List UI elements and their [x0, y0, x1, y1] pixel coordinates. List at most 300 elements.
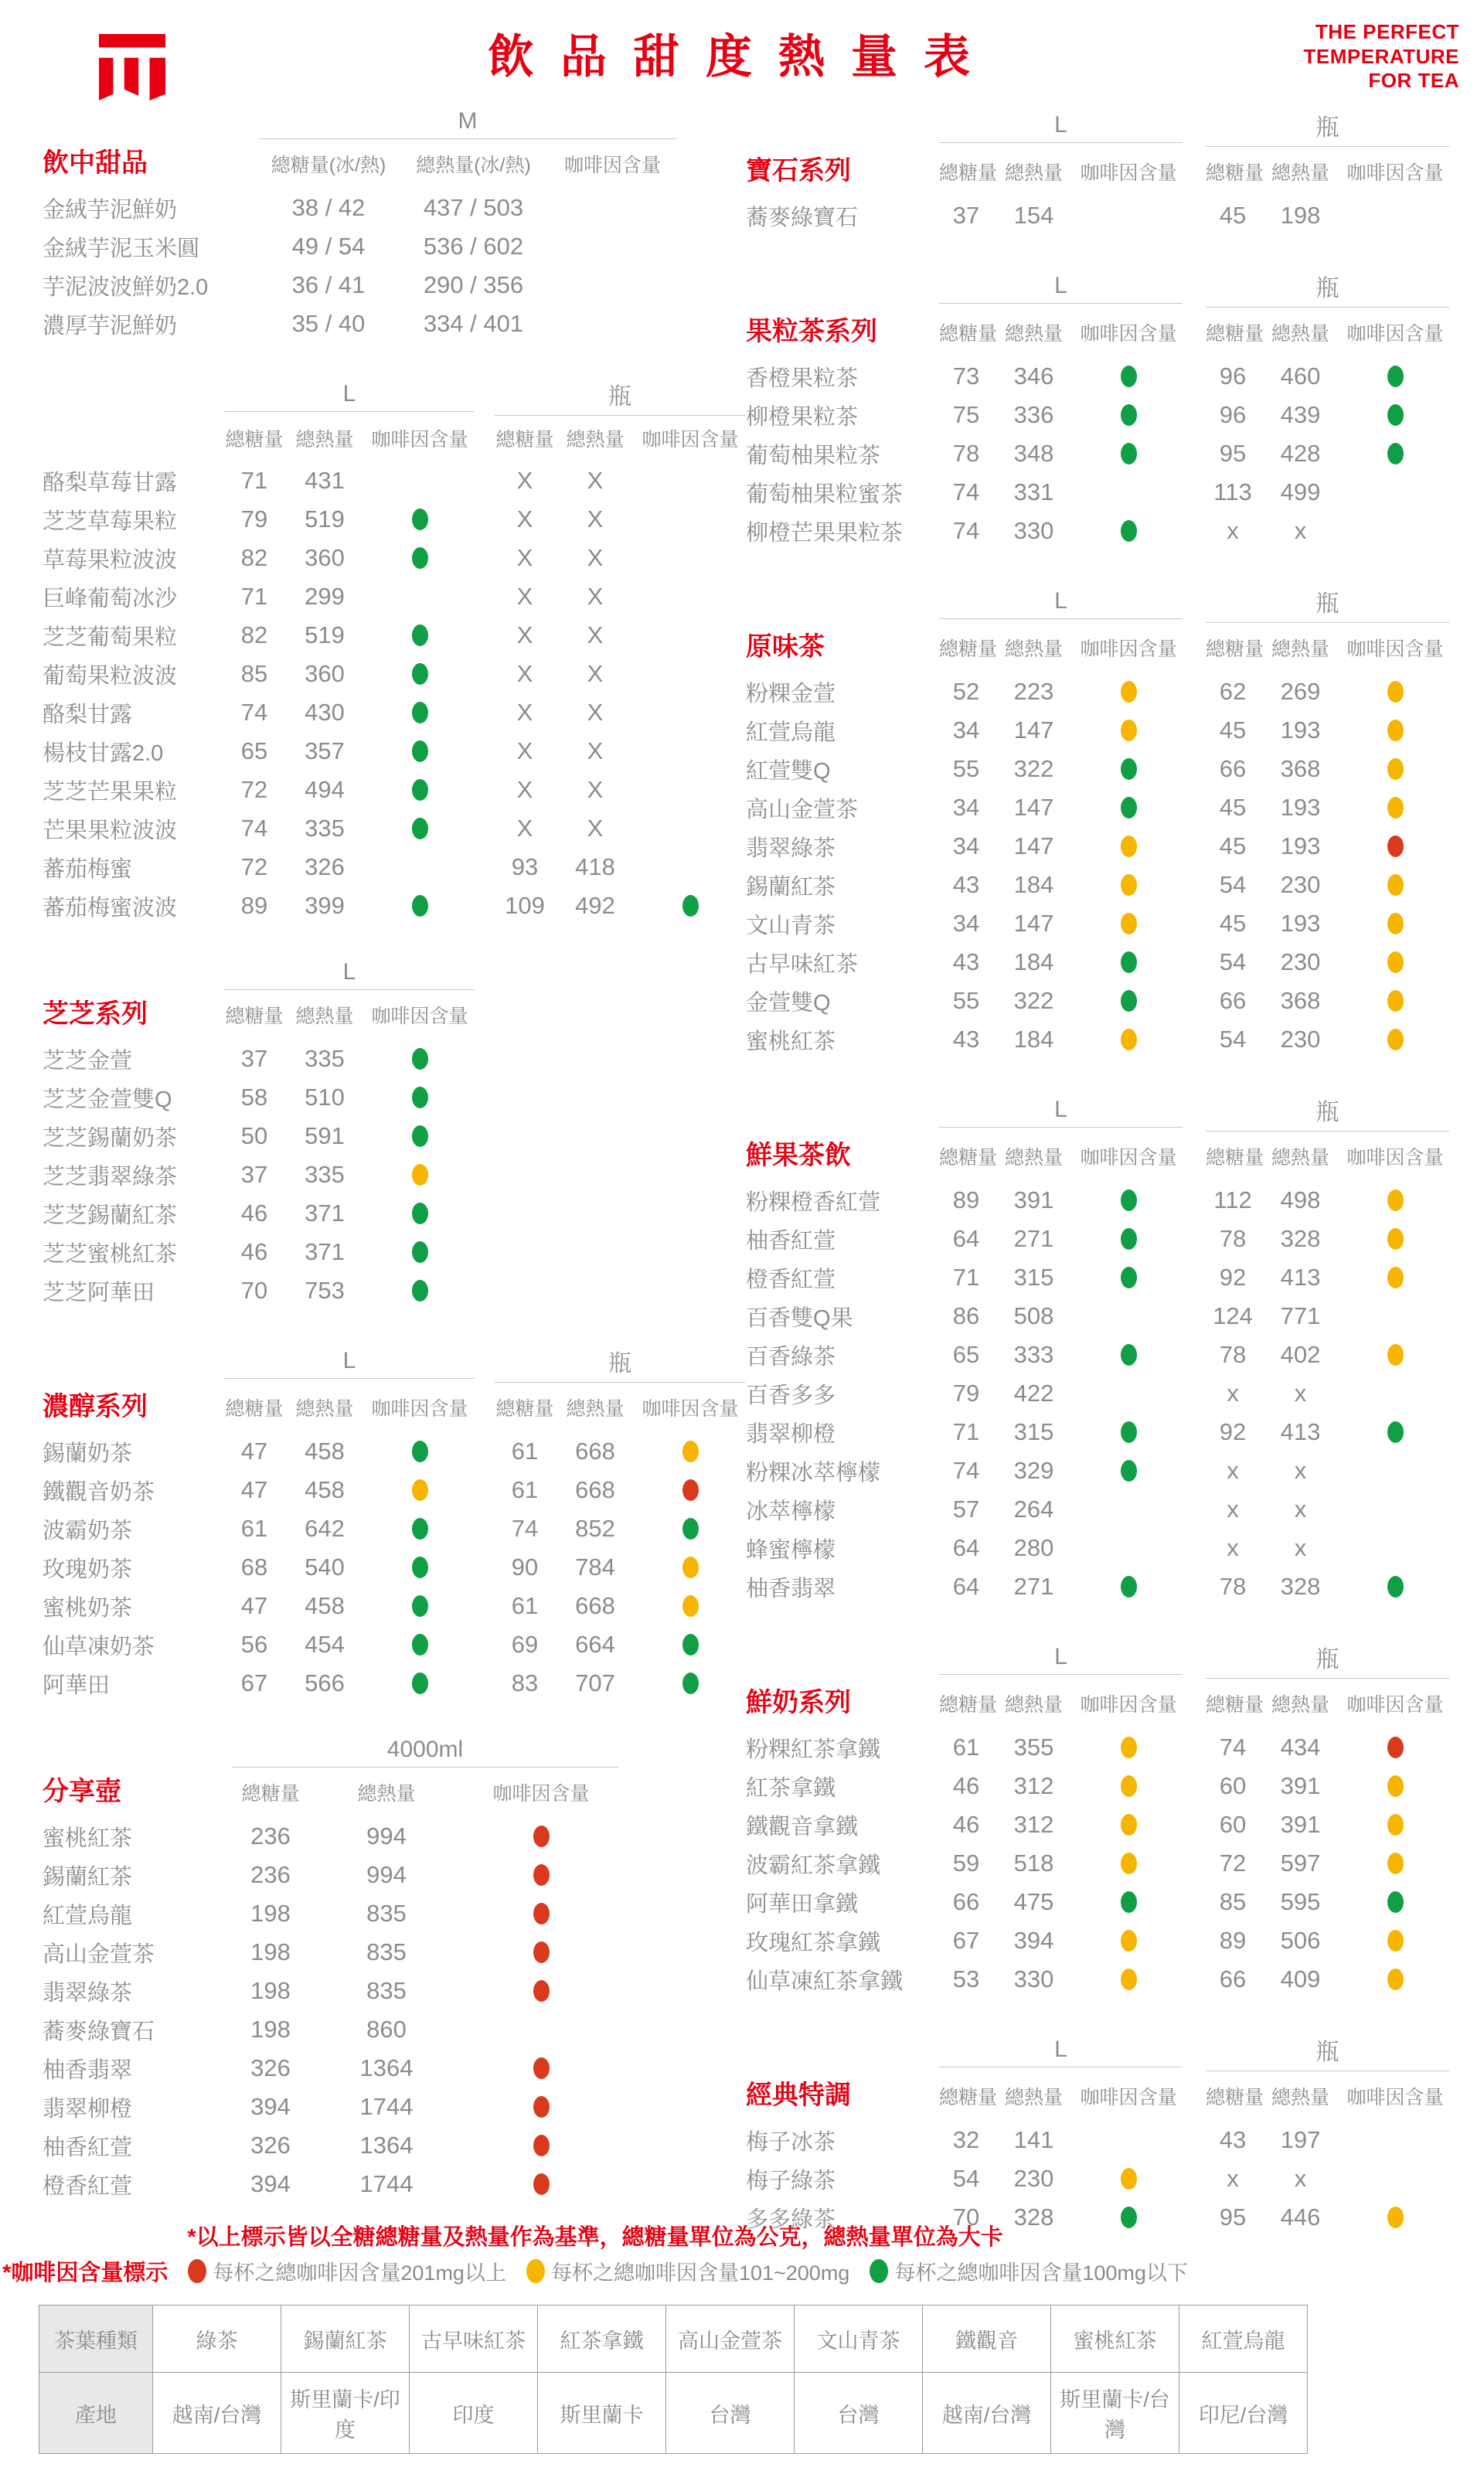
value-cell: 329 [1013, 1457, 1054, 1484]
value-cell: 835 [366, 1938, 407, 1965]
caffeine-cell [1341, 1267, 1449, 1288]
caffeine-cell [464, 1826, 618, 1847]
item-name: 翡翠綠茶 [43, 1980, 133, 2006]
menu-item-row [43, 616, 742, 655]
value-cell: 50 [240, 1122, 268, 1149]
caffeine-cell [365, 1241, 475, 1263]
value-cell: 61 [952, 1734, 980, 1761]
caffeine-cell [635, 1518, 745, 1540]
value-cell: X [516, 544, 533, 571]
value-cell: 71 [240, 583, 268, 610]
value-cell: 45 [1219, 832, 1247, 859]
value-cell: 360 [305, 660, 345, 687]
column-header-row [746, 1134, 1453, 1172]
table-cell: 紅萱烏龍 [1179, 2306, 1308, 2373]
value-cell: 79 [240, 505, 268, 533]
caffeine-dot-green [1121, 990, 1137, 1012]
caffeine-dot-green [682, 895, 699, 917]
caffeine-dot-green [412, 547, 428, 569]
value-cell: 264 [1013, 1496, 1054, 1523]
value-cell: 236 [250, 1861, 291, 1888]
value-cell: 147 [1013, 910, 1054, 937]
column-header-row [746, 1681, 1453, 1719]
value-cell: 510 [305, 1084, 345, 1111]
menu-item-row [43, 2088, 742, 2126]
item-name: 金絨芋泥玉米圓 [43, 236, 200, 261]
column-header: 總熱量 [1271, 1693, 1329, 1716]
column-header: 總熱量 [1271, 2086, 1329, 2108]
legend-item [188, 2256, 506, 2286]
column-header: 總糖量 [225, 1397, 284, 1420]
menu-item-row [43, 2049, 742, 2088]
caffeine-cell [1341, 1969, 1449, 1990]
column-header: 總糖量 [939, 638, 998, 660]
caffeine-cell [1074, 1853, 1183, 1874]
caffeine-dot-green [870, 2259, 888, 2283]
value-cell: 78 [952, 440, 980, 467]
caffeine-cell [635, 1634, 745, 1656]
menu-item-row [746, 904, 1453, 943]
menu-item-row [43, 1817, 742, 1856]
menu-item-row [43, 1155, 742, 1194]
size-header-row [43, 377, 742, 416]
size-header-row [43, 1737, 742, 1768]
column-header: 總糖量 [241, 1782, 300, 1805]
size-header-row [746, 269, 1453, 308]
item-name: 香橙果粒茶 [746, 366, 859, 391]
caffeine-dot-red [533, 2135, 550, 2156]
caffeine-cell [1074, 758, 1183, 780]
caffeine-dot-green [1121, 1267, 1137, 1288]
caffeine-cell [1341, 404, 1449, 426]
column-header: 咖啡因含量 [371, 429, 468, 451]
value-cell: X [587, 544, 604, 571]
value-cell: 141 [1013, 2126, 1054, 2153]
section-title: 果粒茶系列 [746, 317, 877, 346]
caffeine-cell [365, 547, 475, 569]
value-cell: 147 [1013, 716, 1054, 744]
caffeine-cell [464, 2173, 618, 2195]
size-header-row [43, 1344, 742, 1383]
value-cell: 458 [305, 1438, 345, 1465]
menu-item-row [43, 732, 742, 771]
item-name: 芋泥波波鮮奶2.0 [43, 274, 209, 300]
item-name: 古早味紅茶 [746, 951, 859, 977]
column-header: 總熱量 [1004, 1693, 1063, 1716]
item-name: 翡翠柳橙 [746, 1421, 836, 1447]
value-cell: 335 [305, 815, 345, 842]
menu-item-row [746, 1767, 1453, 1805]
caffeine-cell [1074, 443, 1183, 465]
caffeine-cell [1341, 835, 1449, 857]
item-name: 文山青茶 [746, 913, 836, 938]
caffeine-dot-green [1121, 1421, 1137, 1443]
caffeine-dot-yellow [1387, 1930, 1404, 1952]
caffeine-cell [1341, 681, 1449, 703]
value-cell: 54 [952, 2165, 980, 2192]
column-header: 總糖量 [1206, 162, 1264, 184]
caffeine-cell [365, 1441, 475, 1462]
column-header: 總糖量 [939, 1146, 998, 1169]
caffeine-cell [365, 1518, 475, 1540]
value-cell: 43 [952, 871, 980, 898]
item-name: 巨峰葡萄冰沙 [43, 586, 178, 611]
right-column [746, 108, 1453, 2271]
caffeine-cell [365, 1557, 475, 1578]
caffeine-cell [365, 1087, 475, 1108]
caffeine-dot-yellow [1387, 1267, 1404, 1288]
value-cell: 591 [305, 1122, 345, 1149]
column-header: 咖啡因含量 [1346, 1693, 1444, 1716]
table-cell: 高山金萱茶 [666, 2306, 795, 2373]
caffeine-cell [365, 818, 475, 839]
value-cell: 198 [1280, 202, 1321, 229]
caffeine-cell [1341, 951, 1449, 973]
value-cell: 67 [952, 1927, 980, 1954]
caffeine-cell [464, 1903, 618, 1924]
size-label: 4000ml [232, 1737, 618, 1768]
value-cell: x [1294, 1457, 1307, 1484]
value-cell: 418 [575, 853, 615, 880]
value-cell: 92 [1219, 1418, 1247, 1445]
caffeine-dot-green [412, 1087, 428, 1108]
item-name: 紅茶拿鐵 [746, 1775, 836, 1801]
caffeine-dot-green [682, 1518, 699, 1540]
value-cell: 668 [575, 1476, 615, 1503]
value-cell: 58 [240, 1084, 268, 1111]
size-header-row [746, 2033, 1453, 2071]
item-name: 蕎麥綠寶石 [746, 205, 859, 230]
item-name: 波霸紅茶拿鐵 [746, 1853, 881, 1878]
value-cell: 112 [1213, 1186, 1252, 1213]
menu-item-row [43, 848, 742, 886]
item-name: 蕃茄梅蜜 [43, 856, 133, 882]
value-cell: 399 [305, 892, 345, 919]
menu-item-row [43, 1432, 742, 1471]
column-header: 總糖量 [1206, 1146, 1264, 1169]
item-name: 濃厚芋泥鮮奶 [43, 313, 178, 339]
value-cell: 334 / 401 [423, 310, 524, 337]
section-original-tea [746, 584, 1453, 1059]
table-cell: 台灣 [666, 2373, 795, 2454]
caffeine-cell [1074, 520, 1183, 542]
value-cell: 642 [305, 1515, 345, 1542]
value-cell: 431 [305, 467, 345, 494]
section-title: 芝芝系列 [43, 999, 148, 1029]
value-cell: 57 [952, 1496, 980, 1523]
value-cell: X [516, 467, 533, 494]
value-cell: 230 [1280, 948, 1321, 975]
caffeine-dot-red [533, 1903, 550, 1924]
item-name: 翡翠柳橙 [43, 2096, 133, 2122]
value-cell: x [1227, 1534, 1239, 1561]
caffeine-cell [1074, 1421, 1183, 1443]
size-label: L [939, 1644, 1183, 1675]
section-title: 濃醇系列 [43, 1392, 148, 1421]
column-header: 咖啡因含量 [371, 1397, 468, 1420]
section-gem-series [746, 108, 1453, 235]
item-name: 芝芝翡翠綠茶 [43, 1164, 178, 1189]
caffeine-dot-green [1387, 1421, 1404, 1443]
menu-item-row [746, 2159, 1453, 2198]
caffeine-dot-green [412, 818, 428, 839]
caffeine-dot-green [1121, 1228, 1137, 1250]
value-cell: 428 [1280, 440, 1321, 467]
item-name: 芝芝葡萄果粒 [43, 624, 178, 650]
value-cell: 54 [1219, 871, 1247, 898]
caffeine-dot-green [1387, 1891, 1404, 1913]
caffeine-dot-yellow [1387, 797, 1404, 818]
item-name: 柚香紅萱 [43, 2135, 133, 2160]
value-cell: 193 [1280, 716, 1321, 744]
value-cell: X [587, 467, 604, 494]
value-cell: 68 [240, 1553, 268, 1581]
value-cell: 74 [952, 478, 980, 505]
table-cell: 斯里蘭卡/印度 [281, 2373, 410, 2454]
value-cell: X [587, 699, 604, 726]
value-cell: 315 [1013, 1418, 1054, 1445]
value-cell: 79 [952, 1380, 980, 1407]
value-cell: 394 [250, 2170, 291, 2197]
value-cell: 53 [952, 1965, 980, 1992]
value-cell: 47 [240, 1476, 268, 1503]
legend-text: 每杯之總咖啡因含量100mg以下 [894, 2261, 1188, 2285]
value-cell: 835 [366, 1977, 407, 2004]
item-name: 葡萄柚果粒蜜茶 [746, 482, 904, 507]
caffeine-dot-green [1121, 758, 1137, 780]
value-cell: 64 [952, 1534, 980, 1561]
value-cell: 336 [1013, 401, 1054, 428]
value-cell: 67 [240, 1669, 268, 1696]
caffeine-dot-yellow [1387, 1853, 1404, 1874]
value-cell: 852 [575, 1515, 615, 1542]
item-name: 百香雙Q果 [746, 1305, 853, 1331]
item-name: 鐵觀音拿鐵 [746, 1814, 859, 1839]
value-cell: 78 [1219, 1225, 1247, 1252]
column-header: 咖啡因含量 [1346, 2086, 1444, 2108]
column-header: 總熱量 [1004, 638, 1063, 660]
caffeine-cell [464, 2135, 618, 2156]
item-name: 紅萱烏龍 [43, 1903, 133, 1928]
size-label: 瓶 [495, 1344, 745, 1383]
value-cell: 391 [1013, 1186, 1054, 1213]
caffeine-dot-green [412, 624, 428, 646]
caffeine-cell [1074, 1228, 1183, 1250]
caffeine-cell [1074, 951, 1183, 973]
value-cell: 78 [1219, 1341, 1247, 1368]
value-cell: 55 [952, 987, 980, 1014]
item-name: 芒果果粒波波 [43, 818, 178, 843]
item-name: 粉粿橙香紅萱 [746, 1189, 881, 1215]
table-cell: 錫蘭紅茶 [281, 2306, 410, 2373]
size-label: 瓶 [1206, 1093, 1449, 1132]
column-header: 總糖量 [1206, 1693, 1264, 1716]
caffeine-dot-yellow [1387, 1228, 1404, 1250]
caffeine-dot-green [1387, 443, 1404, 465]
size-label: 瓶 [1206, 269, 1449, 308]
value-cell: x [1227, 1380, 1239, 1407]
value-cell: 64 [952, 1573, 980, 1600]
value-cell: 72 [240, 776, 268, 803]
value-cell: X [587, 505, 604, 533]
value-cell: 322 [1013, 987, 1054, 1014]
caffeine-cell [1341, 720, 1449, 741]
menu-item-row [746, 1567, 1453, 1606]
table-cell: 古早味紅茶 [410, 2306, 538, 2373]
caffeine-dot-yellow [1387, 1344, 1404, 1366]
caffeine-cell [1341, 1189, 1449, 1211]
value-cell: X [516, 815, 533, 842]
value-cell: 74 [952, 1457, 980, 1484]
item-name: 紅萱烏龍 [746, 720, 836, 745]
value-cell: 346 [1013, 362, 1054, 390]
value-cell: 566 [305, 1669, 345, 1696]
caffeine-cell [1074, 913, 1183, 934]
item-name: 柚香翡翠 [746, 1576, 836, 1601]
table-row [39, 2373, 1308, 2454]
caffeine-dot-green [412, 1595, 428, 1617]
item-name: 橙香紅萱 [746, 1267, 836, 1292]
value-cell: 835 [366, 1900, 407, 1927]
column-header-row [43, 418, 742, 452]
caffeine-cell [1074, 404, 1183, 426]
item-name: 高山金萱茶 [746, 797, 859, 822]
column-header: 總熱量 [295, 1397, 354, 1420]
item-name: 芝芝金萱 [43, 1048, 133, 1074]
menu-item-row [746, 1728, 1453, 1767]
menu-item-row [746, 1529, 1453, 1567]
caffeine-cell [365, 1280, 475, 1302]
value-cell: 492 [575, 892, 615, 919]
caffeine-dot-green [412, 1634, 428, 1656]
column-header: 總熱量 [357, 1782, 416, 1805]
item-name: 粉粿冰萃檸檬 [746, 1460, 881, 1485]
item-name: 梅子冰茶 [746, 2129, 836, 2155]
section-classic-specials [746, 2033, 1453, 2237]
caffeine-dot-red [1387, 1737, 1404, 1758]
menu-item-row [43, 1625, 742, 1664]
item-name: 冰萃檸檬 [746, 1499, 836, 1524]
value-cell: 92 [1219, 1264, 1247, 1291]
caffeine-cell [365, 1125, 475, 1147]
size-label: L [939, 588, 1183, 619]
value-cell: 328 [1280, 1573, 1321, 1600]
value-cell: 394 [1013, 1927, 1054, 1954]
caffeine-cell [365, 1203, 475, 1224]
item-name: 酪梨草莓甘露 [43, 470, 178, 495]
value-cell: 331 [1013, 478, 1054, 505]
column-header-row [43, 1770, 742, 1808]
menu-item-row [746, 750, 1453, 788]
tagline-line: TEMPERATURE [1303, 44, 1459, 68]
value-cell: 198 [250, 1977, 291, 2004]
value-cell: X [587, 815, 604, 842]
menu-item-row [43, 189, 742, 227]
menu-item-row [43, 2010, 742, 2049]
caffeine-cell [1341, 1930, 1449, 1952]
caffeine-cell [365, 895, 475, 917]
menu-item-row [746, 473, 1453, 512]
value-cell: 994 [366, 1822, 407, 1850]
item-name: 紅萱雙Q [746, 758, 831, 784]
value-cell: 518 [1013, 1850, 1054, 1877]
caffeine-cell [464, 2096, 618, 2118]
caffeine-cell [1074, 366, 1183, 387]
column-header: 總糖量 [939, 1693, 998, 1716]
column-header-row [43, 141, 742, 179]
value-cell: 54 [1219, 948, 1247, 975]
value-cell: X [516, 621, 533, 648]
table-cell: 越南/台灣 [923, 2373, 1051, 2454]
menu-item-row [43, 1664, 742, 1703]
caffeine-cell [1074, 1344, 1183, 1366]
section-cheese-series [43, 959, 742, 1310]
section-fruit-specials [43, 377, 742, 925]
menu-item-row [746, 196, 1453, 235]
column-header: 咖啡因含量 [642, 1397, 739, 1420]
caffeine-cell [1074, 1891, 1183, 1913]
value-cell: 37 [240, 1045, 268, 1072]
caffeine-cell [464, 1941, 618, 1963]
kebuke-logo [99, 34, 165, 100]
value-cell: 193 [1280, 794, 1321, 821]
column-header: 總熱量 [566, 429, 625, 451]
item-name: 芝芝阿華田 [43, 1280, 155, 1305]
item-name: 草莓果粒波波 [43, 547, 178, 573]
value-cell: 499 [1280, 478, 1321, 505]
value-cell: 46 [240, 1238, 268, 1265]
caffeine-cell [365, 663, 475, 685]
caffeine-dot-yellow [1387, 1029, 1404, 1050]
caffeine-cell [464, 1980, 618, 2002]
value-cell: 460 [1280, 362, 1321, 390]
caffeine-dot-yellow [682, 1441, 699, 1462]
value-cell: 35 / 40 [291, 310, 366, 337]
size-label: 瓶 [1206, 108, 1449, 147]
left-column [43, 108, 742, 2237]
table-cell: 印尼/台灣 [1179, 2373, 1308, 2454]
menu-item-row [746, 2121, 1453, 2159]
row-header: 產地 [39, 2373, 153, 2454]
item-name: 蜂蜜檸檬 [746, 1537, 836, 1563]
caffeine-dot-red [1387, 835, 1404, 857]
section-title: 鮮果茶飲 [746, 1141, 851, 1170]
table-cell: 文山青茶 [795, 2306, 923, 2373]
value-cell: 322 [1013, 755, 1054, 782]
caffeine-cell [1341, 797, 1449, 818]
value-cell: 34 [952, 794, 980, 821]
caffeine-cell [365, 779, 475, 801]
value-cell: 86 [952, 1302, 980, 1329]
value-cell: x [1294, 1534, 1307, 1561]
caffeine-dot-yellow [1121, 1737, 1137, 1758]
value-cell: 454 [305, 1631, 345, 1658]
caffeine-cell [1341, 990, 1449, 1012]
caffeine-cell [365, 1673, 475, 1694]
value-cell: x [1294, 1380, 1307, 1407]
caffeine-cell [635, 1557, 745, 1578]
item-name: 柳橙果粒茶 [746, 404, 859, 430]
item-name: 翡翠綠茶 [746, 835, 836, 861]
caffeine-dot-yellow [1387, 990, 1404, 1012]
caffeine-cell [1074, 1775, 1183, 1797]
section-drink-desserts [43, 108, 742, 343]
item-name: 錫蘭紅茶 [43, 1864, 133, 1890]
column-header: 總糖量 [225, 1005, 284, 1027]
column-header: 咖啡因含量 [1080, 1693, 1177, 1716]
menu-item-row [746, 396, 1453, 434]
menu-item-row [746, 943, 1453, 982]
